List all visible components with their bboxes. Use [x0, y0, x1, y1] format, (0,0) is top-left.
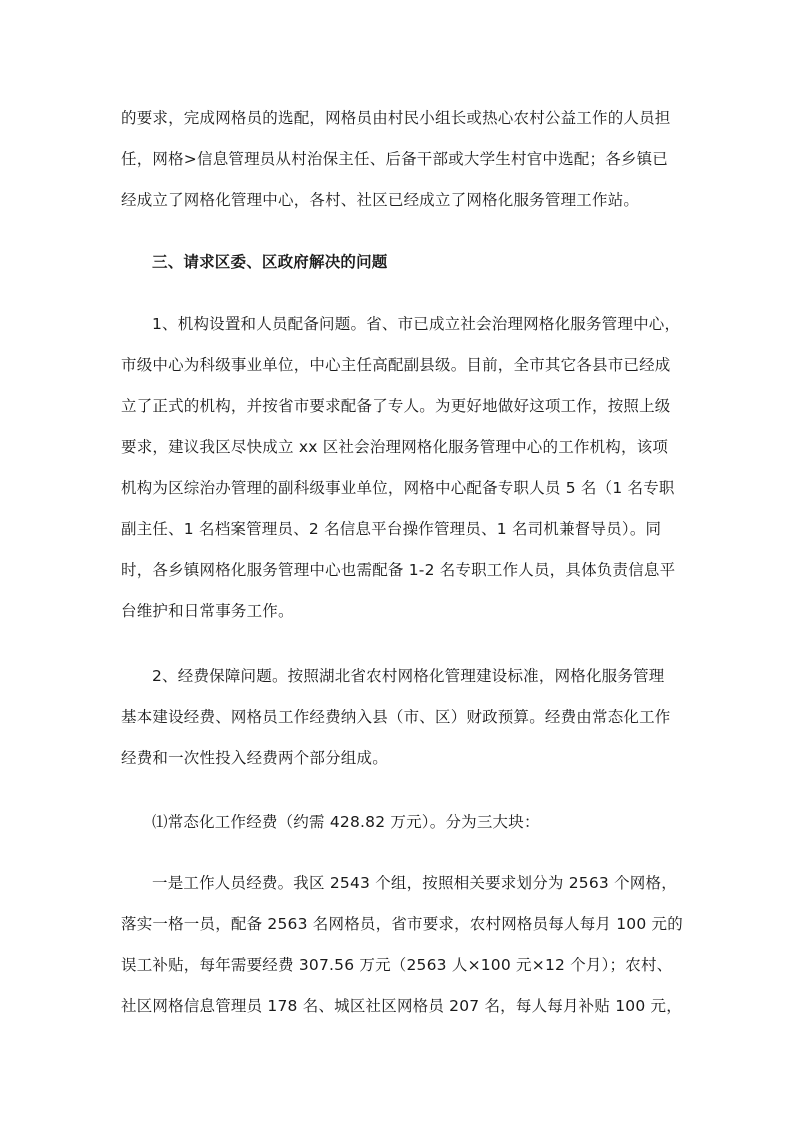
paragraph-line: 经成立了网格化管理中心，各村、社区已经成立了网格化服务管理工作站。: [121, 191, 640, 209]
paragraph-line: 副主任、1 名档案管理员、2 名信息平台操作管理员、1 名司机兼督导员）。同: [121, 520, 662, 538]
paragraph-line: 机构为区综治办管理的副科级事业单位，网格中心配备专职人员 5 名（1 名专职: [121, 479, 675, 497]
paragraph-line: 任，网格>信息管理员从村治保主任、后备干部或大学生村官中选配；各乡镇已: [121, 150, 668, 168]
paragraph-line: 2、经费保障问题。按照湖北省农村网格化管理建设标准，网格化服务管理: [152, 667, 665, 685]
paragraph-line: 1、机构设置和人员配备问题。省、市已成立社会治理网格化服务管理中心，: [152, 315, 681, 333]
paragraph-line: 台维护和日常事务工作。: [121, 602, 294, 620]
paragraph-line: 社区网格信息管理员 178 名、城区社区网格员 207 名，每人每月补贴 100 元，: [121, 997, 682, 1015]
paragraph-line: 市级中心为科级事业单位，中心主任高配副县级。目前，全市其它各县市已经成: [121, 356, 671, 374]
subsection-heading: ⑴常态化工作经费（约需 428.82 万元）。分为三大块：: [152, 813, 540, 831]
paragraph-line: 误工补贴，每年需要经费 307.56 万元（2563 人×100 元×12 个月）；农村、: [121, 956, 673, 974]
paragraph-line: 要求，建议我区尽快成立 xx 区社会治理网格化服务管理中心的工作机构，该项: [121, 438, 669, 456]
paragraph-line: 立了正式的机构，并按省市要求配备了专人。为更好地做好这项工作，按照上级: [121, 397, 671, 415]
paragraph-line: 基本建设经费、网格员工作经费纳入县（市、区）财政预算。经费由常态化工作: [121, 708, 671, 726]
paragraph-line: 的要求，完成网格员的选配，网格员由村民小组长或热心农村公益工作的人员担: [121, 109, 671, 127]
paragraph-line: 落实一格一员，配备 2563 名网格员，省市要求，农村网格员每人每月 100 元的: [121, 915, 683, 933]
paragraph-line: 一是工作人员经费。我区 2543 个组，按照相关要求划分为 2563 个网格，: [152, 874, 677, 892]
section-heading: 三、请求区委、区政府解决的问题: [152, 253, 388, 271]
paragraph-line: 时，各乡镇网格化服务管理中心也需配备 1-2 名专职工作人员，具体负责信息平: [121, 561, 676, 579]
paragraph-line: 经费和一次性投入经费两个部分组成。: [121, 749, 388, 767]
